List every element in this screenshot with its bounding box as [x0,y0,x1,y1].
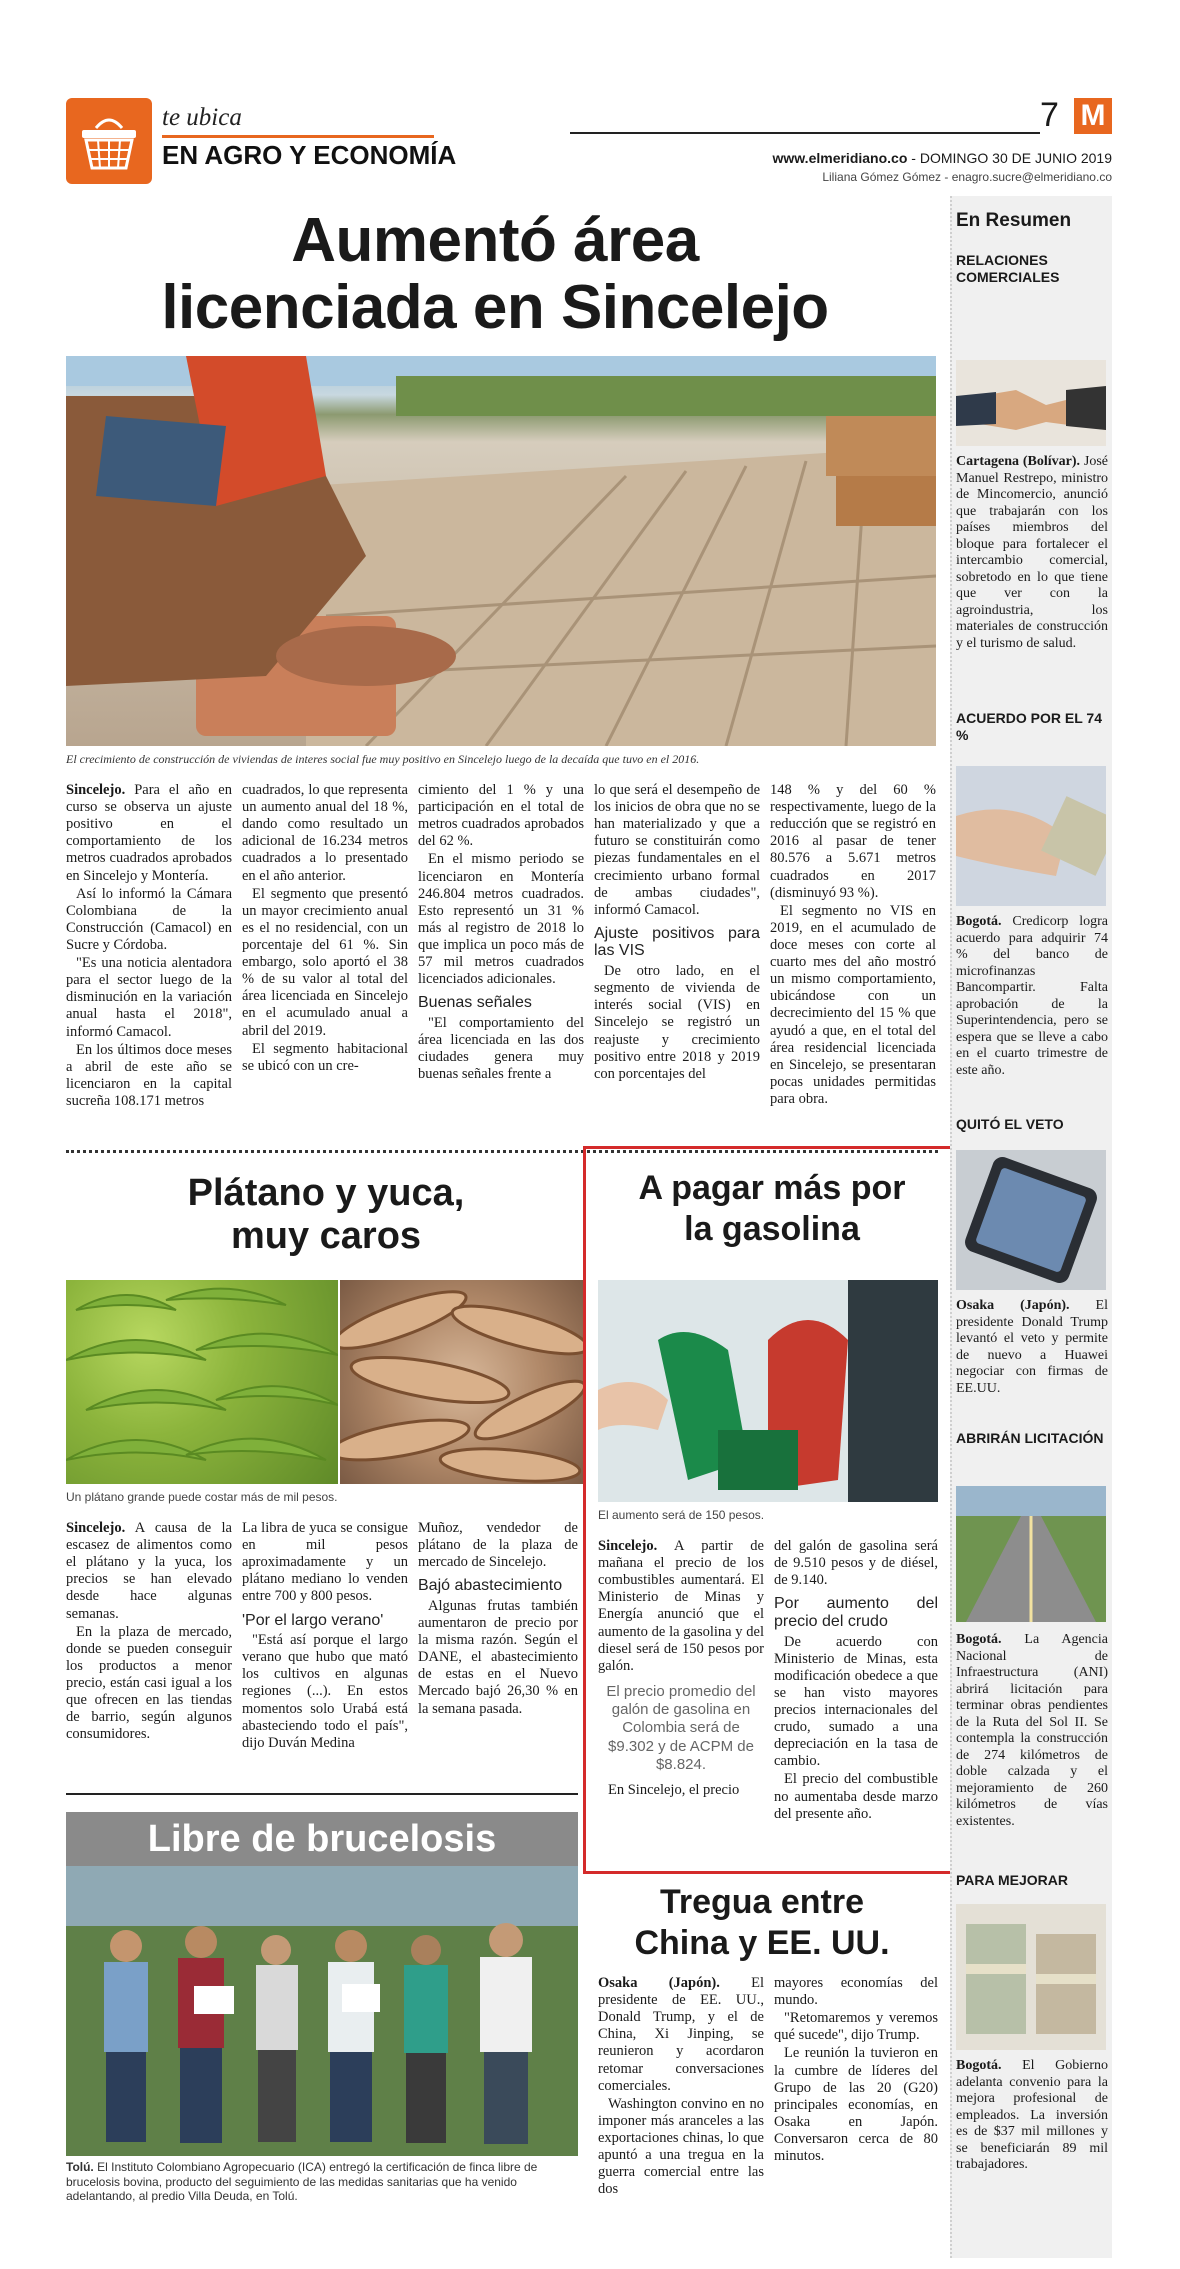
tregua-headline [586,1882,938,1964]
header-byline: Liliana Gómez Gómez - enagro.sucre@elmeridiano.co [822,170,1112,184]
sidebar-title: En Resumen [956,210,1072,231]
main-col4-p1: lo que será el desempeño de los inicios de obra que no se han materializado y que a futuro se constituirán como piezas fundamentales en el crecimiento urbano formal de ambas ciudades", informó Camacol. [594,782,760,918]
main-col-4 [594,782,760,1084]
sidebar-item-5-photo [956,1904,1106,2050]
sidebar-item-4-body: La Agencia Nacional de Infraestructura (ANI) abrirá licitación para terminar obras pendientes de la Ruta del Sol II. Se contempla la construcción de 274 kilómetros de doble calzada y el mejoramiento de 260 kilómetros de vías existentes. [956,1632,1108,1829]
sidebar-item-2-photo [956,766,1106,906]
main-col2-p2: El segmento que presentó un mayor crecimiento anual es el no residencial, con un porcentaje del 61 %. Sin embargo, solo aportó el 38 % de su valor al total del área licenciada en Sincelejo en el acumulado anual a abril del 2019. [242,885,408,1039]
tregua-dateline: Osaka (Japón). [598,1975,720,1991]
sidebar-item-4-photo [956,1486,1106,1622]
platano-col2-p2: "Está así porque el largo verano que hubo que mató los cultivos en algunas regiones (...). En estos momentos solo Urabá está abasteciendo todo el país", dijo Duván Medina [242,1632,408,1751]
gasolina-col2-p2: De acuerdo con Ministerio de Minas, esta modificación obedece a que se han visto mayores precios internacionales del crudo, sumado a una depreciación en la tasa de cambio. [774,1633,938,1770]
gasolina-col2-p1: del galón de gasolina será de 9.510 pesos y de diésel, de 9.140. [774,1538,938,1589]
tregua-col1-p2: Washington convino en no imponer más aranceles a las exportaciones chinas, lo que apuntó a una tregua en la guerra comercial entre las dos [598,2095,764,2198]
brucelosis-dateline: Tolú. [66,2160,94,2174]
platano-photo [66,1280,338,1484]
main-col2-p3: El segmento habitacional se ubicó con un cre- [242,1040,408,1074]
page-number: 7 [1040,96,1059,134]
sidebar-item-1-lead: Cartagena (Bolívar). [956,454,1081,469]
sidebar-item-5-body: El Gobierno adelanta convenio para la mejora profesional de empleados. La inversión es de $37 mil millones y se beneficiarán 89 mil trabajadores. [956,2058,1108,2173]
main-col1-p3: "Es una noticia alentadora para el sector luego de la disminución en la variación anual hasta el 2018", informó Camacol. [66,955,232,1040]
brucelosis-caption-text: El Instituto Colombiano Agropecuario (ICA) entregó la certificación de finca libre de brucelosis bovina, producto del seguimiento de las medidas sanitarias que ha venido adelantando, al predio Villa Deuda, en Tolú. [66,2160,538,2204]
sidebar-item-3-photo [956,1150,1106,1290]
main-col1-p2: Así lo informó la Cámara Colombiana de la Construcción (Camacol) en Sucre y Córdoba. [66,885,232,953]
header-date: - DOMINGO 30 DE JUNIO 2019 [907,150,1112,166]
platano-col3-p1: Muñoz, vendedor de plátano de la plaza de mercado de Sincelejo. [418,1520,578,1571]
tregua-headline-line1: Tregua entre [659,1883,865,1921]
platano-headline [66,1172,586,1257]
tregua-col1-p1 [598,1975,764,2095]
sidebar-item-4-head: ABRIRÁN LICITACIÓN [956,1430,1104,1446]
basket-icon [76,108,142,174]
plantain-illustration [66,1280,338,1484]
main-col3-p3: "El comportamiento del área licenciada en las dos ciudades genera muy buenas señales frente a [418,1014,584,1083]
sidebar-item-3-lead: Osaka (Japón). [956,1298,1070,1313]
tregua-col1-p1-text: El presidente de EE. UU., Donald Trump, y el de China, Xi Jinping, se reunieron y acordaron retomar conversaciones comerciales. [598,1975,764,2094]
sidebar-item-3-head: QUITÓ EL VETO [956,1116,1064,1132]
sidebar-item-4-text [956,1632,1108,1830]
main-col1-p4: En los últimos doce meses a abril de este año se licenciaron en la capital sucreña 108.171 metros [66,1041,232,1109]
platano-col-1 [66,1520,232,1744]
main-headline [60,208,930,342]
money-stack-icon [956,1904,1106,2050]
gasolina-col2-p3: El precio del combustible no aumentaba desde marzo del presente año. [774,1771,938,1822]
platano-col2-p1: La libra de yuca se consigue en mil pesos aproximadamente y un plátano mediano lo venden entre 700 y 800 pesos. [242,1520,408,1605]
gasolina-caption: El aumento será de 150 pesos. [598,1508,765,1522]
main-col4-subhead: Ajuste positivos para las VIS [594,924,760,960]
platano-col-3 [418,1520,578,1719]
tregua-col2-p3: Le reunión la tuvieron en la cumbre de líderes del Grupo de las 20 (G20) principales economías, en Osaka en Japón. Conversaron cerca de 80 minutos. [774,2045,938,2165]
section-logo [66,98,152,184]
header-url[interactable]: www.elmeridiano.co [772,150,908,166]
main-headline-line2: licenciada en Sincelejo [161,272,829,342]
gasolina-photo [598,1280,938,1502]
main-col3-p1: cimiento del 1 % y una participación en el total de metros cuadrados aprobados del 62 %. [418,782,584,850]
fuel-pump-illustration [598,1280,938,1502]
gasolina-col2-subhead: Por aumento del precio del crudo [774,1595,938,1630]
section-subtitle: te ubica [162,104,242,131]
platano-col1-p2: En la plaza de mercado, donde se pueden conseguir los productos a menor precio, están casi igual a los que ofrecen en las tiendas de barrio, según algunos consumidores. [66,1623,232,1743]
tregua-col2-p1: mayores economías del mundo. [774,1975,938,2009]
sidebar-item-2-body: Credicorp logra acuerdo para adquirir 74 % del banco de microfinanzas Bancompartir. Falta aprobación de la Superintendencia, pero se espera que se lleve a cabo en el cuarto trimestre de este año. [956,914,1108,1078]
tregua-headline-line2: China y EE. UU. [634,1923,890,1962]
main-col-3 [418,782,584,1084]
header-rule [570,132,1040,134]
main-col2-p1: cuadrados, lo que representa un aumento anual del 18 %, dando como resultado un adicional de 16.234 metros cuadrados a lo presentado en el año anterior. [242,782,408,884]
main-col5-p1: 148 % y del 60 % respectivamente, luego de la reducción que se registró en 2016 al pasar de tener 80.576 a 5.671 metros cuadrados en 2017 (disminuyó 93 %). [770,782,936,901]
platano-headline-line2: muy caros [230,1214,422,1257]
platano-headline-line1: Plátano y yuca, [187,1172,465,1214]
sidebar-item-2-text [956,914,1108,1079]
gasolina-col1-p2: En Sincelejo, el precio [608,1782,740,1799]
tregua-col-2 [774,1975,938,2166]
platano-col3-subhead: Bajó abastecimiento [418,1577,563,1595]
sidebar-item-1-photo [956,360,1106,446]
construction-photo-illustration [66,356,936,746]
brand-logo: M [1074,98,1112,134]
platano-dateline: Sincelejo. [66,1520,126,1536]
platano-col1-p1 [66,1520,232,1623]
sidebar-item-2-lead: Bogotá. [956,914,1002,929]
main-col-1 [66,782,232,1111]
sidebar-item-5-lead: Bogotá. [956,2058,1002,2073]
brucelosis-caption [66,2160,578,2204]
sidebar-item-2-head: ACUERDO POR EL 74 % [956,710,1102,743]
platano-col3-p2: Algunas frutas también aumentaron de precio por la misma razón. Según el DANE, el abastecimiento de estas en el Nuevo Mercado bajó 26,30 % en la semana pasada. [418,1597,578,1717]
gasolina-col-1 [598,1538,764,1800]
main-col5-p2: El segmento no VIS en 2019, en el acumulado de doce meses con corte al cuarto mes del año mostró un mismo comportamiento, ubicándose con un decrecimiento del 15 % que ayudó a que, en el total del área residencial licenciada en Sincelejo, se presentaran pocas unidades permitidas para obra. [770,902,936,1107]
sidebar-item-4-lead: Bogotá. [956,1632,1002,1647]
main-dateline: Sincelejo. [66,782,126,798]
gasolina-pullquote: El precio promedio del galón de gasolina en Colombia será de $9.302 y de ACPM de $8.824. [606,1682,756,1774]
cash-icon [956,766,1106,906]
main-col-5 [770,782,936,1109]
gasolina-headline-line1: A pagar más por [638,1169,906,1207]
handshake-icon [956,360,1106,446]
section-title: EN AGRO Y ECONOMÍA [162,140,457,170]
header-url-date [560,150,1112,166]
main-col1-p1-text: Para el año en curso se observa un ajuste positivo en el comportamiento de los metros cuadrados aprobados en Sincelejo y Montería. [66,782,232,884]
gasolina-headline [600,1168,944,1250]
main-col3-p2: En el mismo periodo se licenciaron en Montería 246.804 metros cuadrados. Esto representó un 31 % más al registro de 2018 lo que implica un poco más de 57 mil metros cuadrados licenciados adicionales. [418,851,584,988]
brucelosis-rule [66,1793,578,1795]
sidebar-item-3-body: El presidente Donald Trump levantó el veto y permite de nuevo a Huawei negociar con firmas de EE.UU. [956,1298,1108,1396]
highway-icon [956,1486,1106,1622]
sidebar-item-5-head: PARA MEJORAR [956,1872,1069,1888]
sidebar-item-1-text [956,454,1108,652]
sidebar-item-1-head: RELACIONES COMERCIALES [956,252,1060,285]
gasolina-col1-p1-text: A partir de mañana el precio de los combustibles aumentará. El Ministerio de Minas y Energía anunció que el aumento de la gasolina y del diesel será de 150 pesos por galón. [598,1538,764,1674]
cassava-illustration [340,1280,586,1484]
sidebar-item-1-body: José Manuel Restrepo, ministro de Mincomercio, anunció que trabajarán con los países miembros del bloque para fortalecer el intercambio comercial, sobretodo en lo que tiene que ver con la agroindustria, los materiales de construcción y el turismo de salud. [956,454,1108,651]
main-col3-subhead: Buenas señales [418,994,532,1012]
platano-col1-p1-text: A causa de la escasez de alimentos como el plátano y la yuca, los precios se han elevado desde hace algunas semanas. [66,1520,232,1622]
main-col1-p1 [66,782,232,885]
gasolina-dateline: Sincelejo. [598,1538,658,1554]
platano-col-2 [242,1520,408,1753]
group-photo-illustration [66,1866,578,2156]
gasolina-col1-p1 [598,1538,764,1675]
yuca-photo [340,1280,586,1484]
gasolina-col-2 [774,1538,938,1824]
brucelosis-photo [66,1866,578,2156]
smartphone-icon [956,1150,1106,1290]
sidebar-item-5-text [956,2058,1108,2174]
main-col-2 [242,782,408,1076]
brucelosis-headline: Libre de brucelosis [66,1812,578,1866]
main-photo [66,356,936,746]
section-rule [162,135,434,138]
main-headline-line1: Aumentó área [291,206,699,275]
main-col4-p2: De otro lado, en el segmento de vivienda de interés social (VIS) en Sincelejo se registró un reajuste y crecimiento positivo entre 2018 y 2019 con porcentajes del [594,963,760,1082]
sidebar-item-3-text [956,1298,1108,1397]
gasolina-headline-line2: la gasolina [684,1209,860,1248]
tregua-col2-p2: "Retomaremos y veremos qué sucede", dijo Trump. [774,2010,938,2044]
tregua-col-1 [598,1975,764,2199]
platano-caption: Un plátano grande puede costar más de mil pesos. [66,1490,338,1504]
main-photo-caption: El crecimiento de construcción de viviendas de interes social fue muy positivo en Sincelejo luego de la decaída que tuvo en el 2016. [66,752,700,766]
platano-col2-subhead: 'Por el largo verano' [242,1611,384,1629]
